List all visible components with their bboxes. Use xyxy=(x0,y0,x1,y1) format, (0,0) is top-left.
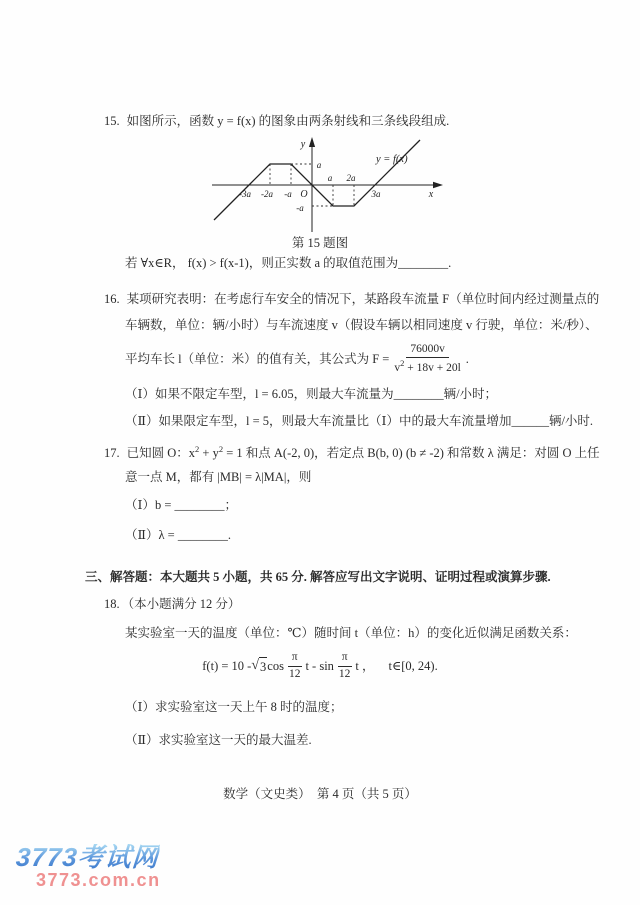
watermark-url-text: 3773.com.cn xyxy=(36,870,161,890)
q17-number: 17. xyxy=(104,446,120,461)
x-tick-m3a: -3a xyxy=(239,189,251,199)
q17-line1-s3: = 1 和点 A(-2, 0)，若定点 B(b, 0) (b ≠ -2) 和常数 λ 满足：对圆 O 上任 xyxy=(223,446,600,461)
x-axis-arrow-icon xyxy=(433,182,443,188)
q16-number: 16. xyxy=(104,292,120,306)
den-base: v xyxy=(394,361,401,374)
y-axis-arrow-icon xyxy=(309,137,315,147)
x-tick-m2a: -2a xyxy=(261,189,273,199)
den-rest: + 18v + 20l xyxy=(404,361,461,374)
fraction-numerator: π xyxy=(338,651,352,666)
sqrt-arg: 3 xyxy=(259,657,267,676)
x-tick-m1a: -a xyxy=(284,189,292,199)
q15-intro-text: 如图所示，函数 y = f(x) 的图象由两条射线和三条线段组成. xyxy=(126,114,450,128)
x-tick-3a: 3a xyxy=(371,189,381,199)
section3-heading: 三、解答题：本大题共 5 小题，共 65 分. 解答应写出文字说明、证明过程或演算步骤. xyxy=(85,570,551,584)
q16-item2: （Ⅱ）如果限定车型，l = 5，则最大车流量比（Ⅰ）中的最大车流量增加______辆/小时. xyxy=(125,414,594,428)
fraction-numerator: π xyxy=(288,651,302,666)
q17-sup1: 2 xyxy=(195,444,200,454)
q18-head-line xyxy=(104,595,240,613)
den-sup: 2 xyxy=(400,358,405,369)
q16-line1 xyxy=(104,290,599,308)
piecewise-function-graph xyxy=(200,135,445,237)
q17-line2: 意一点 M，都有 |MB| = λ|MA|，则 xyxy=(125,470,312,484)
q16-formula-fraction xyxy=(392,343,462,375)
q18-item1: （Ⅰ）求实验室这一天上午 8 时的温度； xyxy=(125,700,343,714)
function-curve xyxy=(214,140,420,220)
figure-caption: 第 15 题图 xyxy=(291,236,349,250)
watermark-logo-text: 3773考试网 xyxy=(14,842,160,872)
fraction-denominator: 12 xyxy=(338,667,351,680)
q16-item1: （Ⅰ）如果不限定车型，l = 6.05，则最大车流量为________辆/小时； xyxy=(125,387,498,401)
q16-line3-post: . xyxy=(465,352,469,366)
fraction-denominator: 12 xyxy=(288,667,301,680)
q15-figure xyxy=(200,135,445,242)
origin-label: O xyxy=(300,189,308,200)
pi-over-12-fraction xyxy=(287,651,303,680)
q17-line1 xyxy=(104,440,600,462)
page-footer: 数学（文史类） 第 4 页（共 5 页） xyxy=(223,787,417,801)
cos-label: cos xyxy=(267,659,284,673)
formula-pre: f(t) = 10 - xyxy=(202,659,252,673)
site-watermark xyxy=(16,844,161,889)
y-tick-neg-a: -a xyxy=(296,203,304,213)
q15-condition: 若 ∀x∈R， f(x) > f(x-1)，则正实数 a 的取值范围为________. xyxy=(125,256,452,270)
q16-line3 xyxy=(125,341,469,377)
fraction-numerator: 76000v xyxy=(406,343,449,358)
q18-line1: 某实验室一天的温度（单位：℃）随时间 t（单位：h）的变化近似满足函数关系： xyxy=(125,626,577,640)
x-axis-label: x xyxy=(428,189,434,200)
q17-line1-s2: + y xyxy=(199,446,219,461)
q18-head-text: （本小题满分 12 分） xyxy=(121,597,241,611)
q15-number: 15. xyxy=(104,114,120,128)
formula-post: t ， xyxy=(355,659,375,673)
pi-over-12-fraction xyxy=(337,651,353,680)
q16-line1-text: 某项研究表明：在考虑行车安全的情况下，某路段车流量 F（单位时间内经过测量点的 xyxy=(126,292,600,306)
sqrt-icon: √ xyxy=(251,658,260,673)
q18-item2: （Ⅱ）求实验室这一天的最大温差. xyxy=(125,733,312,747)
q17-item1: （Ⅰ）b = ________； xyxy=(125,498,237,512)
q18-formula xyxy=(0,648,640,684)
q17-line1-s1: 已知圆 O：x xyxy=(126,446,196,461)
q16-line3-pre: 平均车长 l（单位：米）的值有关，其公式为 F = xyxy=(125,352,390,366)
y-tick-a: a xyxy=(316,160,322,170)
q15-intro-line xyxy=(104,112,449,130)
q17-item2: （Ⅱ）λ = ________. xyxy=(125,528,231,542)
curve-label: y = f(x) xyxy=(376,154,408,165)
x-tick-2a: 2a xyxy=(346,173,356,183)
formula-domain: t∈[0, 24). xyxy=(388,659,438,673)
q16-line2: 车辆数，单位：辆/小时）与车流速度 v（假设车辆以相同速度 v 行驶，单位：米/秒）、 xyxy=(125,318,598,332)
y-axis-label: y xyxy=(300,139,306,150)
fraction-denominator xyxy=(392,358,462,375)
q17-sup2: 2 xyxy=(218,444,224,454)
formula-mid: t - sin xyxy=(305,659,334,673)
q18-number: 18. xyxy=(104,597,120,611)
x-tick-a: a xyxy=(327,173,333,183)
